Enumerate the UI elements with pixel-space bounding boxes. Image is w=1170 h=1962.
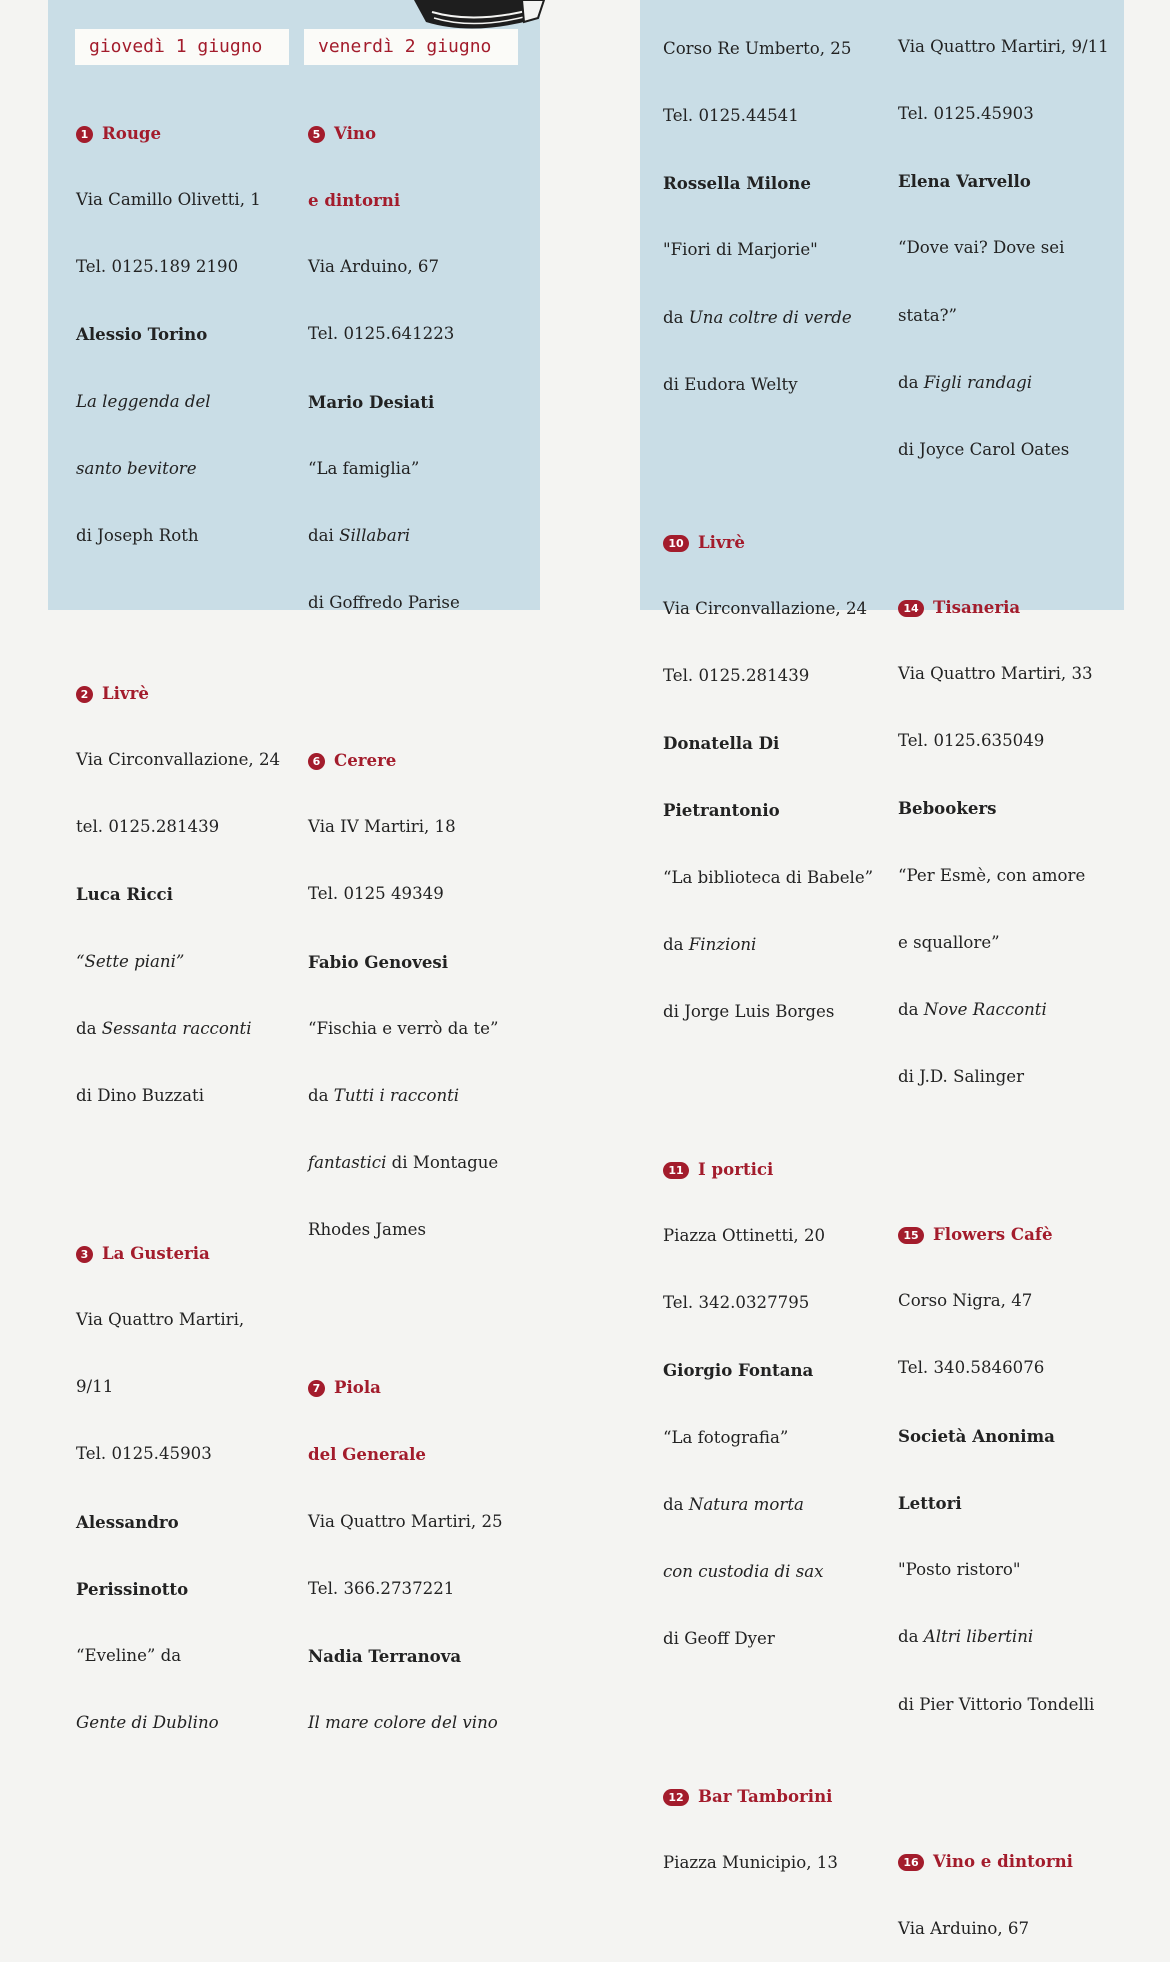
reader-name: Lettori	[898, 1492, 962, 1513]
venue-address: Via Camillo Olivetti, 1	[76, 190, 261, 210]
venue-phone: Tel. 0125.44541	[663, 106, 799, 126]
venue-phone: Tel. 0125.45903	[76, 1444, 212, 1464]
work-title: “Per Esmè, con amore	[898, 865, 1086, 885]
author: di Joyce Carol Oates	[898, 440, 1070, 460]
venue-number: 1	[76, 126, 93, 143]
source-book: fantastici di Montague	[308, 1153, 499, 1173]
source-book: da Tutti i racconti	[308, 1086, 460, 1106]
venue-name: e dintorni	[308, 190, 401, 211]
work-title: “Sette piani”	[76, 951, 185, 971]
venue-name: Vino	[334, 122, 377, 143]
day-header-friday: venerdì 2 giugno	[304, 29, 518, 65]
work-title: "Fiori di Marjorie"	[663, 240, 818, 260]
venue-name: Livrè	[102, 682, 149, 703]
venue-name: del Generale	[308, 1444, 426, 1465]
work-title: “Eveline” da	[76, 1646, 182, 1666]
venue-phone: Tel. 366.2737221	[308, 1578, 455, 1598]
venue-phone: Tel. 0125.281439	[663, 666, 810, 686]
venue-phone: Tel. 340.5846076	[898, 1358, 1045, 1378]
venue-address: Via Arduino, 67	[308, 257, 440, 277]
venue-heading	[76, 122, 280, 144]
venue-address: Via Quattro Martiri, 9/11	[898, 36, 1109, 56]
venue-name: Piola	[334, 1377, 381, 1398]
reader-name: Elena Varvello	[898, 171, 1031, 192]
work-title: “Dove vai? Dove sei	[898, 238, 1065, 258]
source-book: da Una coltre di verde	[663, 307, 852, 327]
venue-heading	[663, 1785, 873, 1807]
reader-name: Nadia Terranova	[308, 1646, 462, 1667]
source-book: da Nove Racconti	[898, 1000, 1047, 1020]
column-3	[663, 0, 873, 1897]
column-2	[308, 77, 503, 1757]
reader-name: Alessandro	[76, 1511, 179, 1532]
venue-number: 16	[898, 1854, 924, 1871]
venue-number: 7	[308, 1380, 325, 1397]
venue-number: 10	[663, 535, 689, 552]
venue-address: Via Quattro Martiri, 25	[308, 1511, 503, 1531]
venue-heading	[898, 596, 1109, 618]
work-title: santo bevitore	[76, 458, 197, 478]
venue-number: 14	[898, 600, 924, 617]
venue-address: Piazza Ottinetti, 20	[663, 1226, 826, 1246]
reader-name: Società Anonima	[898, 1425, 1055, 1446]
column-1	[76, 77, 280, 1757]
source-book: da Natura morta	[663, 1494, 804, 1514]
venue-heading	[76, 682, 280, 704]
venue-heading	[898, 1223, 1109, 1245]
venue-heading	[76, 1242, 280, 1264]
venue-phone: tel. 0125.281439	[76, 817, 220, 837]
venue-heading	[308, 122, 503, 144]
venue-address: Via Circonvallazione, 24	[76, 750, 281, 770]
source-book: dai Sillabari	[308, 526, 411, 546]
work-title: e squallore”	[898, 932, 1000, 952]
author: di Geoff Dyer	[663, 1629, 775, 1649]
venue-heading	[308, 749, 503, 771]
venue-number: 15	[898, 1227, 924, 1244]
reader-name: Fabio Genovesi	[308, 951, 449, 972]
venue-phone: Tel. 0125.641223	[308, 324, 455, 344]
source-book: Gente di Dublino	[76, 1713, 219, 1733]
venue-name: Cerere	[334, 750, 397, 771]
author: Rhodes James	[308, 1220, 427, 1240]
reader-name: Bebookers	[898, 798, 997, 819]
author: di Dino Buzzati	[76, 1086, 205, 1106]
author: di Joseph Roth	[76, 526, 199, 546]
venue-phone: Tel. 0125.635049	[898, 731, 1045, 751]
venue-heading	[663, 1158, 873, 1180]
source-book: da Altri libertini	[898, 1627, 1034, 1647]
venue-number: 2	[76, 686, 93, 703]
venue-name: Vino e dintorni	[933, 1851, 1073, 1872]
reader-name: Luca Ricci	[76, 884, 173, 905]
reader-name: Rossella Milone	[663, 173, 811, 194]
venue-name: Livrè	[698, 531, 745, 552]
venue-name: Bar Tamborini	[698, 1786, 833, 1807]
author: di J.D. Salinger	[898, 1067, 1025, 1087]
work-title: stata?”	[898, 305, 958, 325]
venue-name: Flowers Cafè	[933, 1224, 1053, 1245]
reader-name: Pietrantonio	[663, 800, 780, 821]
venue-address: Via IV Martiri, 18	[308, 817, 456, 837]
work-title: La leggenda del	[76, 391, 211, 411]
venue-phone: Tel. 0125 49349	[308, 884, 444, 904]
venue-address: Corso Re Umberto, 25	[663, 38, 852, 58]
venue-number: 5	[308, 126, 325, 143]
reader-name: Donatella Di	[663, 733, 780, 754]
venue-heading	[663, 531, 873, 553]
venue-name: I portici	[698, 1158, 774, 1179]
venue-address: Piazza Municipio, 13	[663, 1853, 838, 1873]
venue-address: Via Quattro Martiri, 33	[898, 664, 1093, 684]
venue-address: 9/11	[76, 1377, 114, 1397]
venue-phone: Tel. 0125.189 2190	[76, 257, 239, 277]
venue-heading	[898, 1850, 1109, 1872]
venue-phone: Tel. 342.0327795	[663, 1293, 810, 1313]
reader-name: Alessio Torino	[76, 324, 208, 345]
column-4	[898, 0, 1109, 1962]
venue-address: Corso Nigra, 47	[898, 1291, 1033, 1311]
venue-number: 6	[308, 753, 325, 770]
venue-number: 11	[663, 1162, 689, 1179]
work-title: “La biblioteca di Babele”	[663, 867, 874, 887]
venue-address: Via Circonvallazione, 24	[663, 598, 868, 618]
work-title: “Fischia e verrò da te”	[308, 1018, 499, 1038]
source-book: con custodia di sax	[663, 1562, 824, 1582]
work-title: “La fotografia”	[663, 1427, 789, 1447]
work-title: "Posto ristoro"	[898, 1560, 1021, 1580]
venue-name: Rouge	[102, 122, 162, 143]
author: di Eudora Welty	[663, 374, 798, 394]
venue-phone: Tel. 0125.45903	[898, 104, 1034, 124]
reader-name: Perissinotto	[76, 1578, 189, 1599]
venue-heading	[308, 1376, 503, 1398]
work-title: “La famiglia”	[308, 458, 420, 478]
venue-address: Via Quattro Martiri,	[76, 1310, 245, 1330]
work-title: Il mare colore del vino	[308, 1713, 498, 1733]
reader-name: Giorgio Fontana	[663, 1360, 814, 1381]
venue-name: Tisaneria	[933, 596, 1021, 617]
day-header-thursday: giovedì 1 giugno	[75, 29, 289, 65]
author: di Goffredo Parise	[308, 593, 460, 613]
venue-address: Via Arduino, 67	[898, 1918, 1030, 1938]
reader-name: Mario Desiati	[308, 391, 435, 412]
source-book: da Figli randagi	[898, 372, 1033, 392]
source-book: da Sessanta racconti	[76, 1018, 252, 1038]
author: di Jorge Luis Borges	[663, 1002, 835, 1022]
source-book: da Finzioni	[663, 934, 757, 954]
venue-number: 3	[76, 1246, 93, 1263]
venue-number: 12	[663, 1789, 689, 1806]
author: di Pier Vittorio Tondelli	[898, 1694, 1095, 1714]
venue-name: La Gusteria	[102, 1242, 210, 1263]
